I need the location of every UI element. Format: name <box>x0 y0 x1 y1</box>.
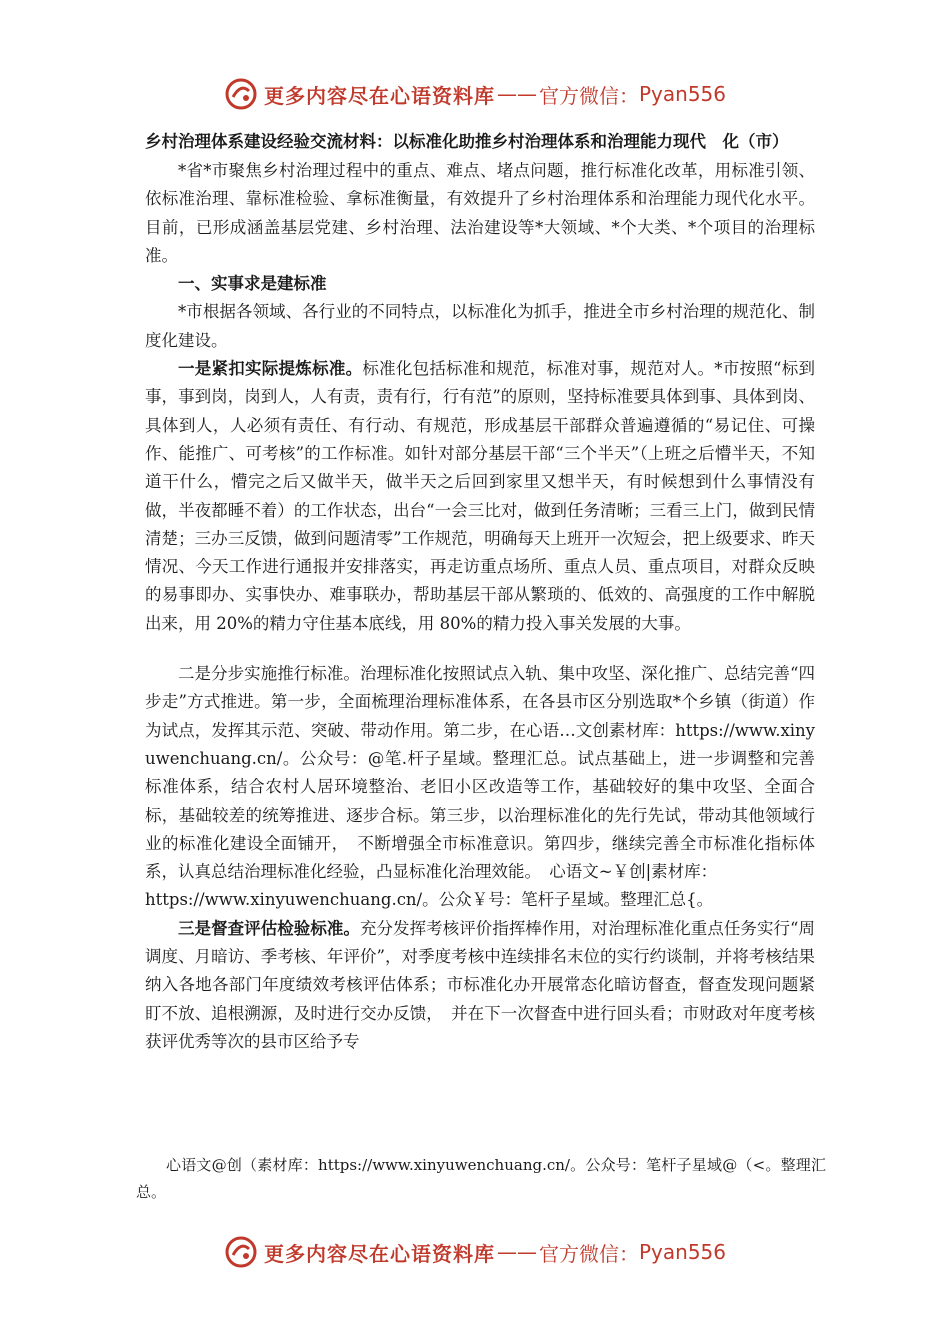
banner-account: Pyan556 <box>638 1240 726 1264</box>
bottom-banner <box>0 1230 950 1274</box>
item3-lead: 三是督查评估检验标准。 <box>178 918 360 938</box>
banner-text: 更多内容尽在心语资料库 <box>263 1241 495 1266</box>
item2-paragraph: 二是分步实施推行标准。治理标准化按照试点入轨、集中攻坚、深化推广、总结完善“四步走”方式推进。第一步，全面梳理治理标准体系，在各县市区分别选取*个乡镇（街道）作为试点，发挥其示范、突破、带动作用。第二步，在心语…文创素材库：https://www.xinyuwenchuang.cn/。公众号：@笔.杆子星域。整理汇总。试点基础上，进一步调整和完善标准体系，结合农村人居环境整治、老旧小区改造等工作，基础较好的集中攻坚、全面合标，基础较差的统筹推进、逐步合标。第三步，以治理标准化的先行先试，带动其他领域行业的标准化建设全面铺开， 不断增强全市标准意识。第四步，继续完善全市标准化指标体系，认真总结治理标准化经验，凸显标准化治理效能。 心语文~￥创|素材库： <box>145 664 815 882</box>
banner-wechat-label: 官方微信： <box>538 83 639 108</box>
brand-logo-icon <box>224 1235 258 1269</box>
banner-dash: —— <box>496 82 537 106</box>
banner-dash: —— <box>496 1240 537 1264</box>
section-heading: 一、实事求是建标准 <box>178 274 327 294</box>
footer-note: 心语文@创（素材库：https://www.xinyuwenchuang.cn/。公众号：笔杆子星域@（<。整理汇总。 <box>136 1156 826 1201</box>
banner-account: Pyan556 <box>638 82 726 106</box>
item1-paragraph <box>145 355 815 638</box>
item3-paragraph <box>145 915 815 1056</box>
banner-text: 更多内容尽在心语资料库 <box>263 83 495 108</box>
banner-wechat-label: 官方微信： <box>538 1241 639 1266</box>
document-body <box>145 128 815 1056</box>
section-intro-paragraph: *市根据各领域、各行业的不同特点，以标准化为抓手，推进全市乡村治理的规范化、制度化建设。 <box>145 302 815 350</box>
document-title: 乡村治理体系建设经验交流材料：以标准化助推乡村治理体系和治理能力现代 化（市） <box>145 132 789 151</box>
item3-body: 充分发挥考核评价指挥棒作用，对治理标准化重点任务实行“周调度、月暗访、季考核、年评价”，对季度考核中连续排名末位的实行约谈制，并将考核结果纳入各地各部门年度绩效考核评估体系；市标准化办开展常态化暗访督查，督查发现问题紧盯不放、追根溯源，及时进行交办反馈， 并在下一次督查中进行回头看；市财政对年度考核获评优秀等次的县市区给予专 <box>145 918 815 1051</box>
item2-tail: https://www.xinyuwenchuang.cn/。公众￥号：笔杆子星域。整理汇总{。 <box>145 890 714 910</box>
item1-lead: 一是紧扣实际提炼标准。 <box>178 359 363 379</box>
brand-logo-icon <box>224 77 258 111</box>
intro-paragraph: *省*市聚焦乡村治理过程中的重点、难点、堵点问题，推行标准化改革，用标准引领、依标准治理、靠标准检验、拿标准衡量，有效提升了乡村治理体系和治理能力现代化水平。目前，已形成涵盖基层党建、乡村治理、法治建设等*大领域、*个大类、*个项目的治理标准。 <box>145 161 815 265</box>
top-banner <box>0 72 950 116</box>
item1-body: 标准化包括标准和规范，标准对事，规范对人。*市按照“标到事，事到岗，岗到人，人有责，责有行，行有范”的原则，坚持标准要具体到事、具体到岗、具体到人，人必须有责任、有行动、有规范，形成基层干部群众普遍遵循的“易记住、可操作、能推广、可考核”的工作标准。如针对部分基层干部“三个半天”（上班之后懵半天，不知道干什么，懵完之后又做半天，做半天之后回到家里又想半天，有时候想到什么事情没有做，半夜都睡不着）的工作状态，出台“一会三比对，做到任务清晰；三看三上门，做到民情清楚；三办三反馈，做到问题清零”工作规范，明确每天上班开一次短会，把上级要求、昨天情况、今天工作进行通报并安排落实，再走访重点场所、重点人员、重点项目，对群众反映的易事即办、实事快办、难事联办，帮助基层干部从繁琐的、低效的、高强度的工作中解脱出来，用 20%的精力守住基本底线，用 80%的精力投入事关发展的大事。 <box>145 359 816 633</box>
